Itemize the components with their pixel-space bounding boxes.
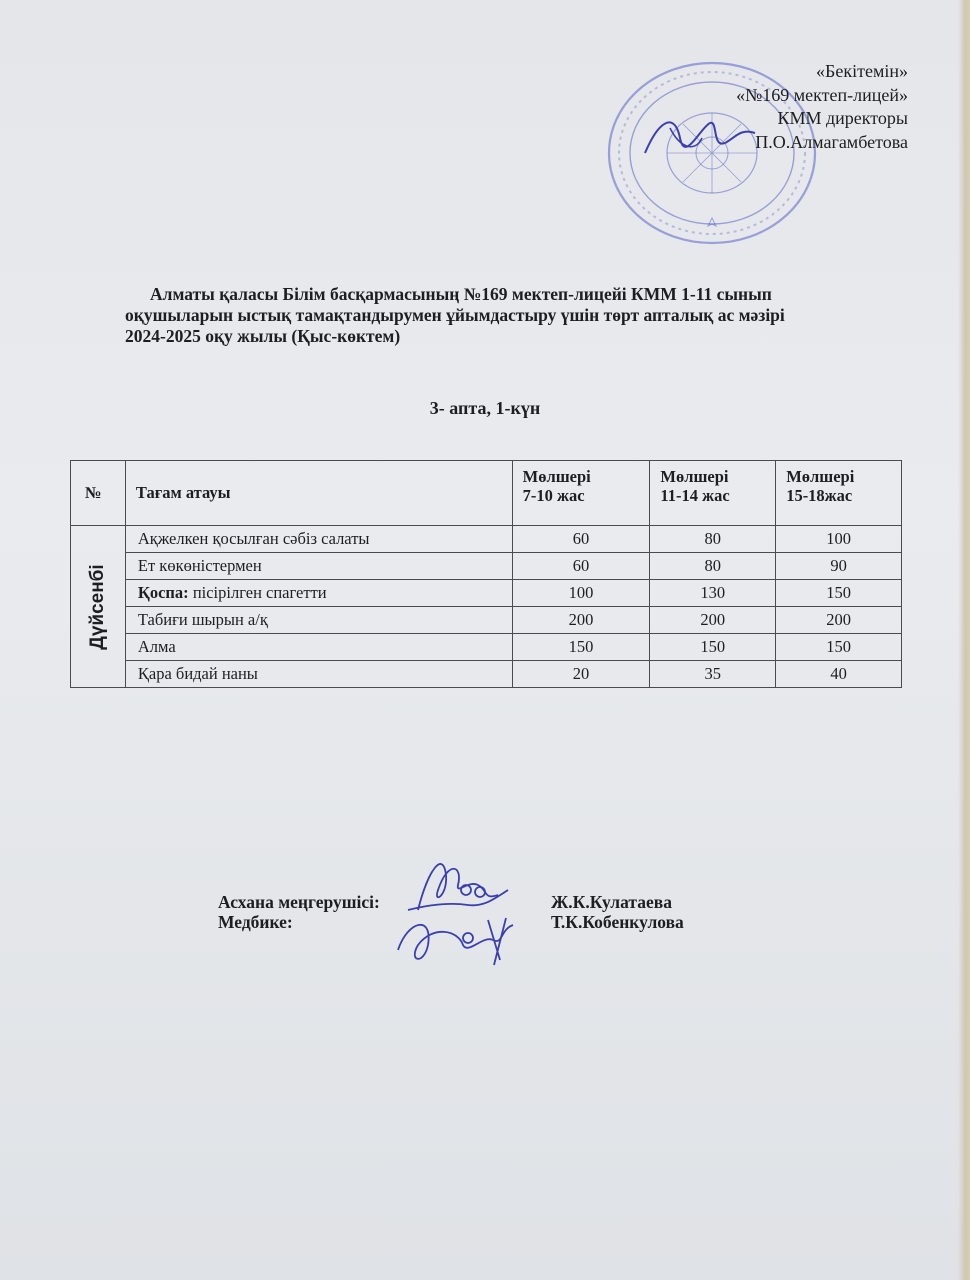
portion-11-14: 200 <box>650 607 776 634</box>
table-row <box>71 661 902 688</box>
table-row <box>71 526 902 553</box>
portion-15-18: 90 <box>776 553 902 580</box>
signature-names <box>551 892 684 932</box>
staff-signatures <box>388 850 528 980</box>
header-number: № <box>71 461 126 526</box>
header-portion-label: Мөлшері <box>786 467 855 486</box>
dish-name: Ақжелкен қосылған сәбіз салаты <box>125 526 512 553</box>
dish-name: Табиғи шырын а/қ <box>125 607 512 634</box>
name-nurse: Т.К.Кобенкулова <box>551 912 684 932</box>
portion-7-10: 20 <box>512 661 650 688</box>
title-line-1: Алматы қаласы Білім басқармасының №169 мектеп-лицейі КММ 1-11 сынып <box>150 284 772 304</box>
table-row <box>71 634 902 661</box>
portion-11-14: 80 <box>650 553 776 580</box>
dish-prefix: Қоспа: <box>137 583 189 602</box>
portion-11-14: 130 <box>650 580 776 607</box>
week-day-subtitle: 3- апта, 1-күн <box>429 398 541 418</box>
table-row <box>71 607 902 634</box>
title-line-2: оқушыларын ыстық тамақтандырумен ұйымдастыру үшін төрт апталық ас мәзірі <box>125 305 785 325</box>
day-label: Дүйсенбі <box>86 563 108 650</box>
portion-15-18: 40 <box>776 661 902 688</box>
portion-11-14: 80 <box>650 526 776 553</box>
portion-7-10: 60 <box>512 526 650 553</box>
portion-7-10: 200 <box>512 607 650 634</box>
approval-block <box>736 60 908 154</box>
approval-line-4: П.О.Алмагамбетова <box>755 131 908 152</box>
header-portion-label: Мөлшері <box>522 467 591 486</box>
portion-7-10: 60 <box>512 553 650 580</box>
table-header-row <box>71 461 902 526</box>
header-portion-label: Мөлшері <box>660 467 729 486</box>
dish-text: пісірілген спагетти <box>188 583 327 602</box>
dish-name <box>125 580 512 607</box>
header-portion-7-10 <box>512 461 650 526</box>
approval-line-3: КММ директоры <box>777 108 908 128</box>
portion-11-14: 150 <box>650 634 776 661</box>
approval-line-2: «№169 мектеп-лицей» <box>736 84 908 105</box>
portion-15-18: 150 <box>776 580 902 607</box>
header-dish: Тағам атауы <box>125 461 512 526</box>
name-canteen-manager: Ж.К.Кулатаева <box>551 892 672 912</box>
dish-name: Ет көкөністермен <box>125 553 512 580</box>
paper-edge-shadow <box>958 0 970 1280</box>
header-age-range: 7-10 жас <box>522 486 585 505</box>
table-row <box>71 553 902 580</box>
header-age-range: 11-14 жас <box>660 486 730 505</box>
header-age-range: 15-18жас <box>786 486 853 505</box>
signature-roles <box>218 892 380 932</box>
role-nurse: Медбике: <box>218 912 293 932</box>
day-cell <box>71 526 126 688</box>
portion-11-14: 35 <box>650 661 776 688</box>
menu-table <box>70 460 902 688</box>
portion-15-18: 150 <box>776 634 902 661</box>
role-canteen-manager: Асхана меңгерушісі: <box>218 892 380 912</box>
table-row <box>71 580 902 607</box>
dish-name: Қара бидай наны <box>125 661 512 688</box>
portion-7-10: 150 <box>512 634 650 661</box>
title-line-3: 2024-2025 оқу жылы (Қыс-көктем) <box>125 326 401 346</box>
portion-7-10: 100 <box>512 580 650 607</box>
portion-15-18: 100 <box>776 526 902 553</box>
document-title <box>125 284 915 347</box>
portion-15-18: 200 <box>776 607 902 634</box>
approval-line-1: «Бекітемін» <box>816 61 908 81</box>
header-portion-15-18 <box>776 461 902 526</box>
dish-name: Алма <box>125 634 512 661</box>
header-portion-11-14 <box>650 461 776 526</box>
